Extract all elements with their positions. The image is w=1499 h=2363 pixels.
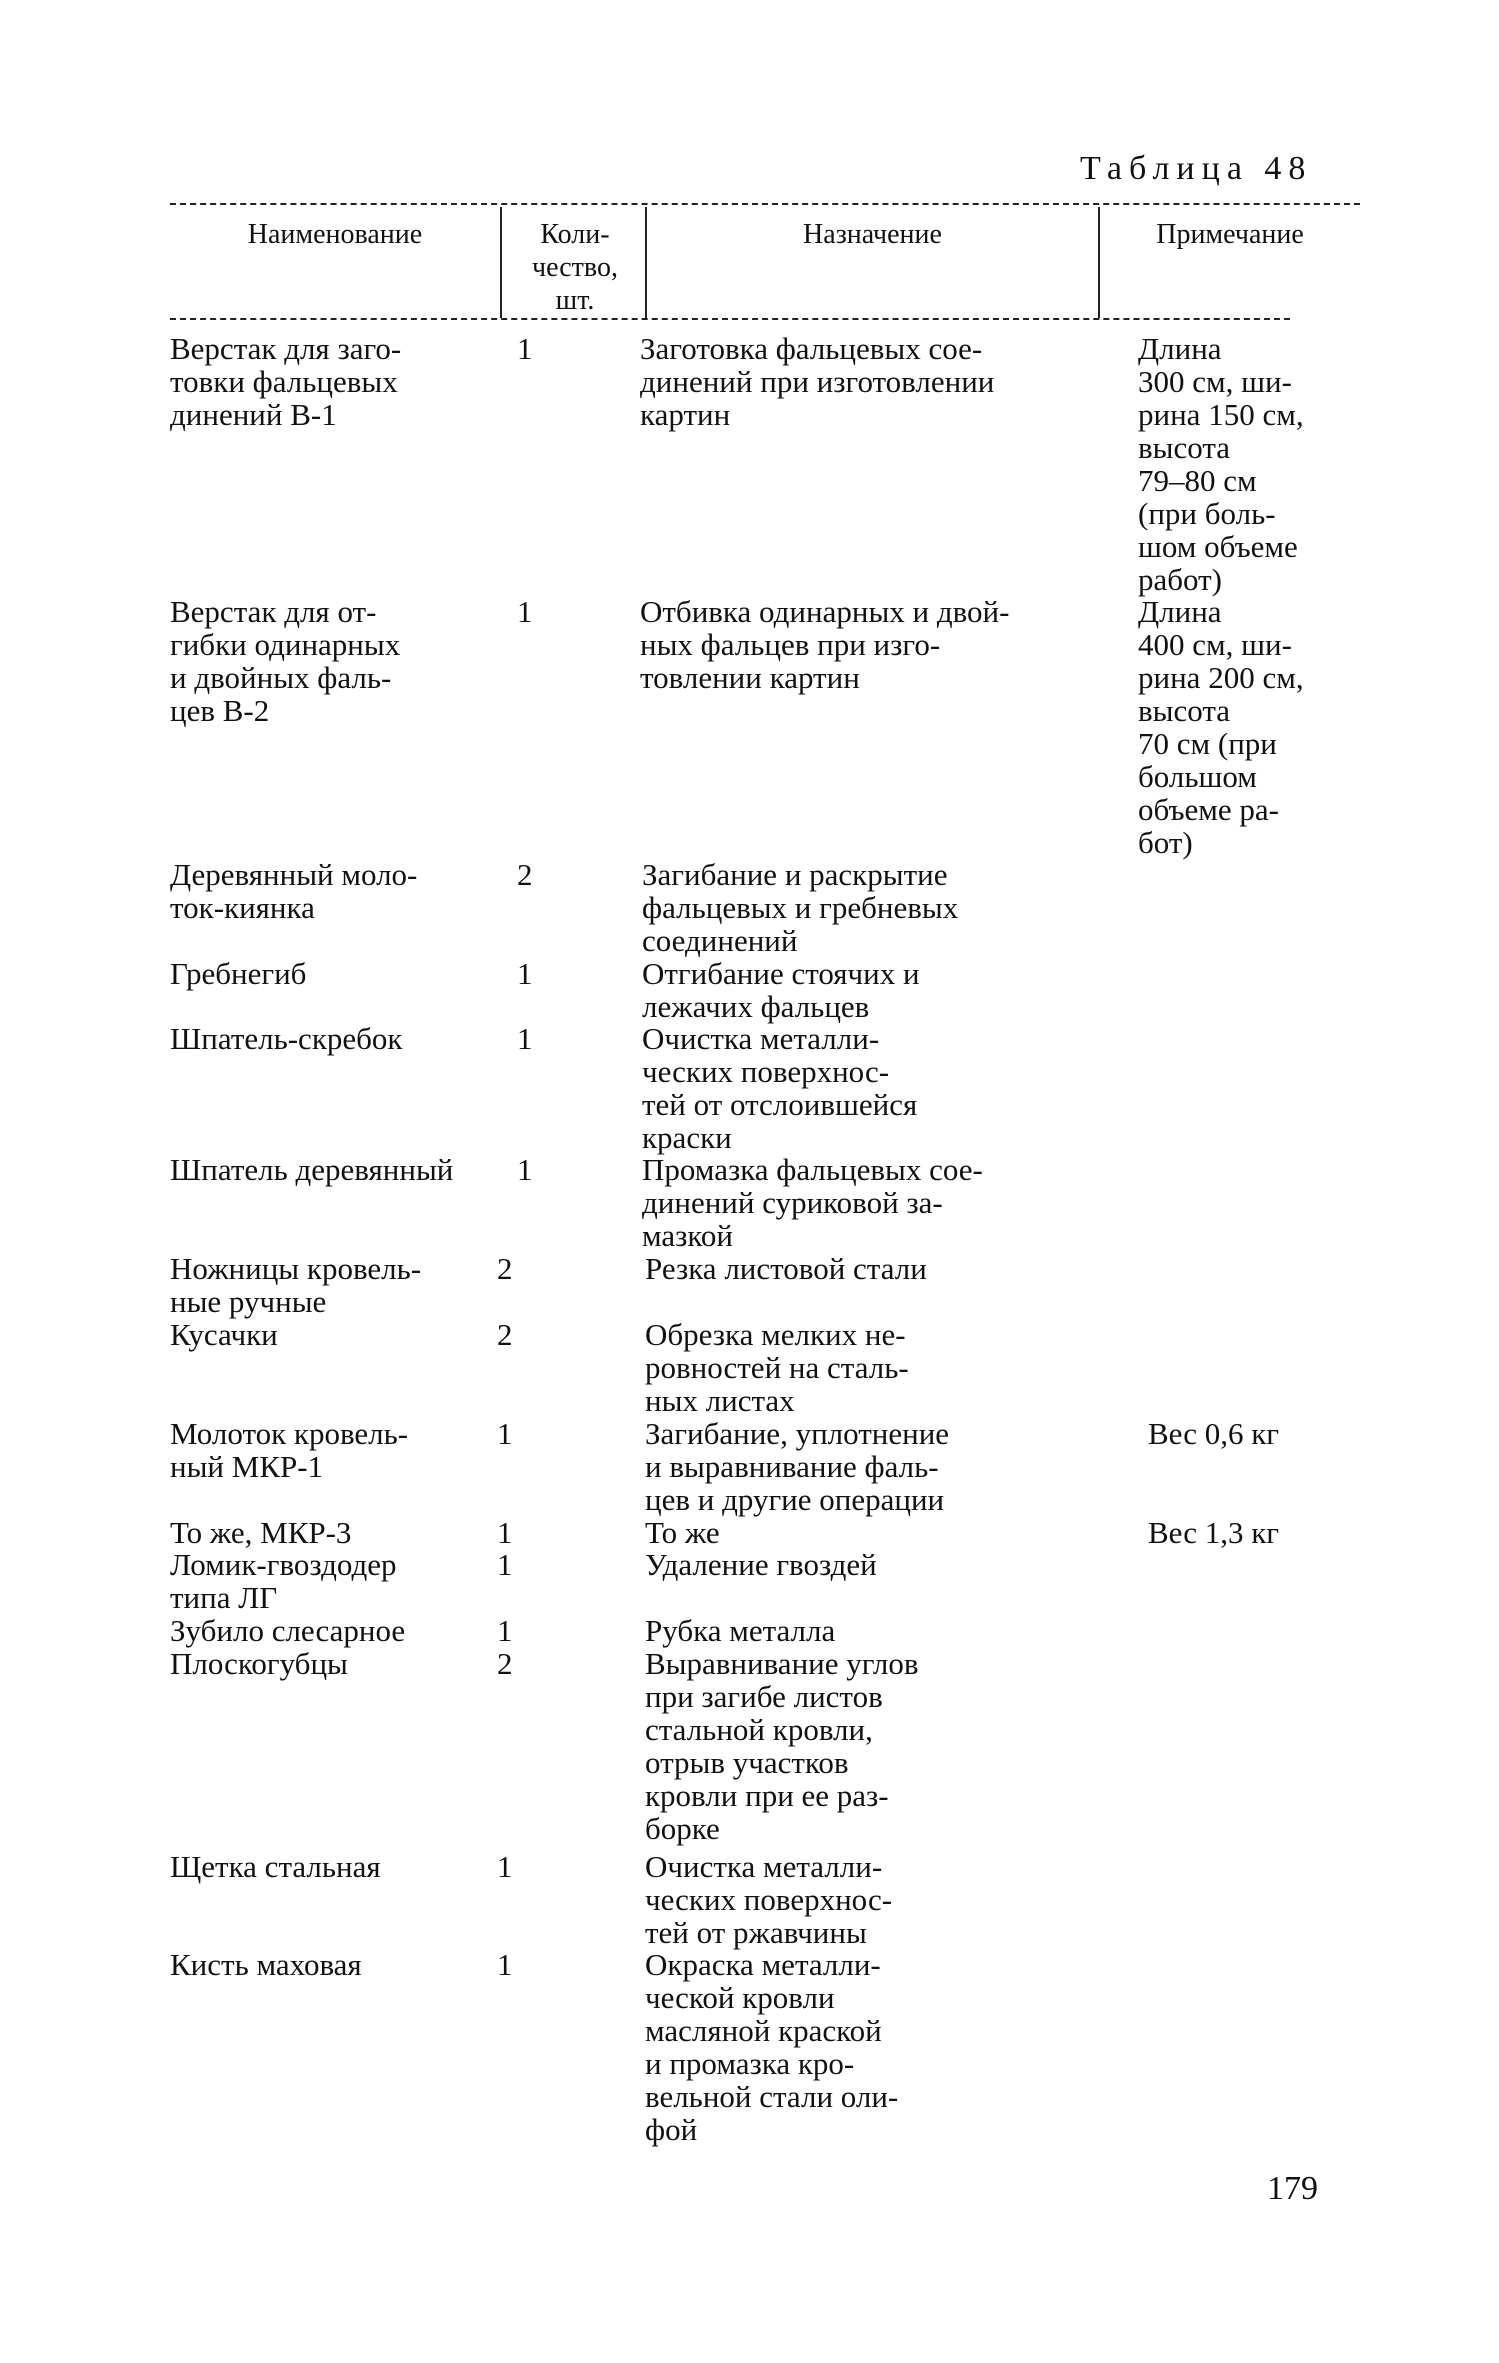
item-name: Молоток кровель- ный МКР-1 xyxy=(170,1416,409,1484)
item-purpose: Очистка металли- ческих поверхнос- тей от отслоившейся краски xyxy=(642,1021,918,1155)
item-purpose: Отгибание стоячих и лежачих фальцев xyxy=(642,956,920,1024)
item-purpose: То же xyxy=(645,1515,720,1550)
header-divider-2 xyxy=(645,207,647,318)
item-note: Вес 0,6 кг xyxy=(1148,1416,1279,1451)
item-name: Кусачки xyxy=(170,1317,278,1352)
item-name: То же, МКР-3 xyxy=(170,1515,352,1550)
item-name: Кисть маховая xyxy=(170,1947,362,1982)
item-name: Плоскогубцы xyxy=(170,1646,348,1681)
item-purpose: Окраска металли- ческой кровли масляной краской и промазка кро- вельной стали оли- фой xyxy=(645,1947,899,2147)
item-quantity: 1 xyxy=(517,1021,533,1056)
header-quantity: Коли- чество, шт. xyxy=(532,219,618,316)
item-quantity: 1 xyxy=(517,594,533,629)
item-purpose: Обрезка мелких не- ровностей на сталь- ных листах xyxy=(645,1317,909,1418)
item-note: Вес 1,3 кг xyxy=(1148,1515,1279,1550)
item-quantity: 1 xyxy=(517,1152,533,1187)
header-name: Наименование xyxy=(247,219,423,250)
header-top-rule xyxy=(170,203,1360,205)
item-quantity: 1 xyxy=(497,1849,513,1884)
item-name: Зубило слесарное xyxy=(170,1613,406,1648)
item-quantity: 2 xyxy=(497,1646,513,1681)
item-name: Верстак для от- гибки одинарных и двойных фаль- цев В-2 xyxy=(170,594,401,728)
header-bottom-rule xyxy=(170,318,1290,320)
item-purpose: Выравнивание углов при загибе листов стальной кровли, отрыв участков кровли при ее раз- борке xyxy=(645,1646,919,1846)
item-quantity: 1 xyxy=(517,956,533,991)
table-caption: Таблица 48 xyxy=(1080,150,1313,187)
item-note: Длина 400 см, ши- рина 200 см, высота 70 см (при большом объеме ра- бот) xyxy=(1138,594,1304,860)
item-purpose: Заготовка фальцевых сое- динений при изготовлении картин xyxy=(640,331,995,432)
item-quantity: 2 xyxy=(517,857,533,892)
header-purpose: Назначение xyxy=(803,219,942,250)
item-purpose: Резка листовой стали xyxy=(645,1251,927,1286)
item-name: Ломик-гвоздодер типа ЛГ xyxy=(170,1547,397,1615)
item-quantity: 1 xyxy=(497,1947,513,1982)
item-purpose: Очистка металли- ческих поверхнос- тей от ржавчины xyxy=(645,1849,893,1950)
item-name: Деревянный моло- ток-киянка xyxy=(170,857,418,925)
item-name: Шпатель-скребок xyxy=(170,1021,403,1056)
header-divider-1 xyxy=(500,207,502,318)
item-quantity: 1 xyxy=(497,1547,513,1582)
item-quantity: 2 xyxy=(497,1317,513,1352)
item-quantity: 2 xyxy=(497,1251,513,1286)
item-name: Ножницы кровель- ные ручные xyxy=(170,1251,422,1319)
item-name: Верстак для заго- товки фальцевых динений В-1 xyxy=(170,331,402,432)
item-purpose: Загибание, уплотнение и выравнивание фаль- цев и другие операции xyxy=(645,1416,950,1517)
item-purpose: Отбивка одинарных и двой- ных фальцев при изго- товлении картин xyxy=(640,594,1010,695)
item-purpose: Загибание и раскрытие фальцевых и гребневых соединений xyxy=(642,857,959,958)
item-note: Длина 300 см, ши- рина 150 см, высота 79–80 см (при боль- шом объеме работ) xyxy=(1138,331,1304,597)
page-number: 179 xyxy=(1267,2170,1318,2207)
item-purpose: Удаление гвоздей xyxy=(645,1547,877,1582)
item-quantity: 1 xyxy=(517,331,533,366)
item-name: Гребнегиб xyxy=(170,956,307,991)
item-quantity: 1 xyxy=(497,1416,513,1451)
item-quantity: 1 xyxy=(497,1515,513,1550)
item-purpose: Рубка металла xyxy=(645,1613,836,1648)
header-note: Примечание xyxy=(1156,219,1304,250)
item-quantity: 1 xyxy=(497,1613,513,1648)
item-name: Шпатель деревянный xyxy=(170,1152,454,1187)
item-purpose: Промазка фальцевых сое- динений суриковой за- мазкой xyxy=(642,1152,983,1253)
item-name: Щетка стальная xyxy=(170,1849,381,1884)
